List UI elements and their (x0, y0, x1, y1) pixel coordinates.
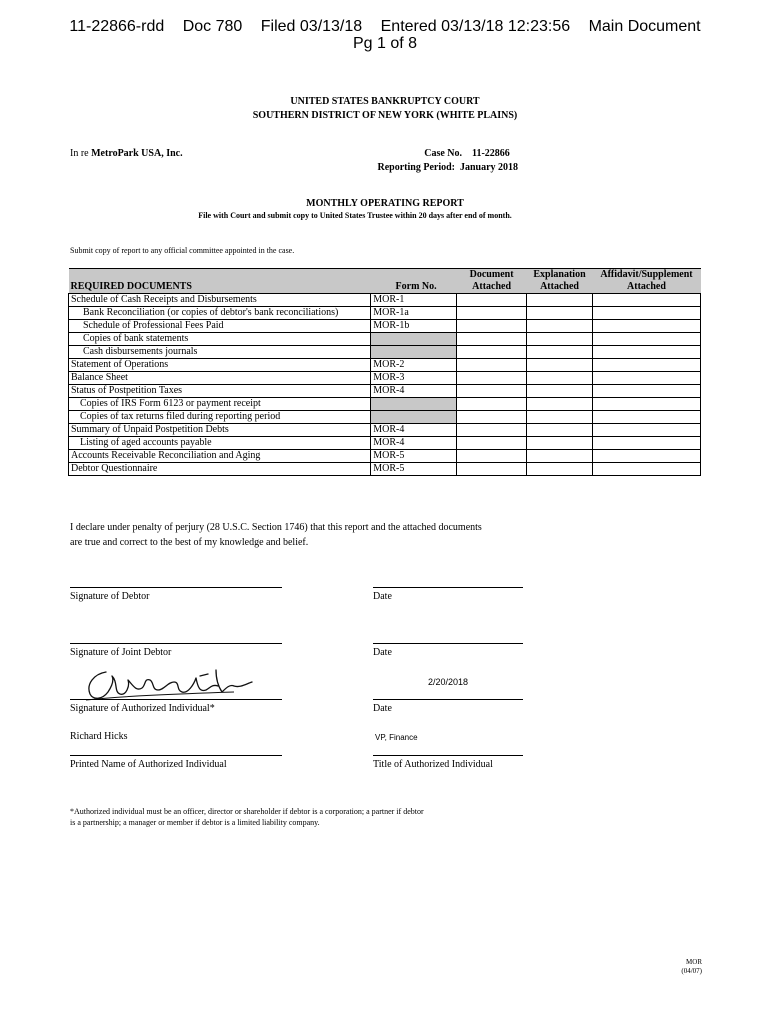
header-blank-1 (69, 269, 371, 282)
document-attached-cell[interactable] (457, 411, 527, 424)
authorized-date-line (373, 699, 523, 700)
joint-debtor-date-line[interactable] (373, 643, 523, 644)
affidavit-attached-cell[interactable] (593, 437, 701, 450)
table-row (69, 424, 701, 437)
row-label: Status of Postpetition Taxes (69, 385, 371, 398)
header-case: 11-22866-rdd (69, 18, 165, 35)
explanation-attached-cell[interactable] (527, 450, 593, 463)
filing-header (0, 18, 770, 35)
table-header-row-1 (69, 269, 701, 282)
affidavit-attached-cell[interactable] (593, 320, 701, 333)
explanation-attached-cell[interactable] (527, 463, 593, 476)
in-re-label: In re (70, 148, 89, 159)
table-row (69, 359, 701, 372)
row-label: Copies of IRS Form 6123 or payment receipt (69, 398, 371, 411)
row-label: Balance Sheet (69, 372, 371, 385)
header-affidavit-attached: Attached (593, 281, 701, 294)
declaration (70, 520, 482, 550)
footer-revision: (04/07) (681, 967, 702, 975)
affidavit-attached-cell[interactable] (593, 294, 701, 307)
document-attached-cell[interactable] (457, 437, 527, 450)
document-attached-cell[interactable] (457, 372, 527, 385)
explanation-attached-cell[interactable] (527, 346, 593, 359)
row-form: MOR-4 (371, 385, 457, 398)
document-attached-cell[interactable] (457, 294, 527, 307)
report-subtitle: File with Court and submit copy to United States Trustee within 20 days after end of month. (198, 211, 512, 220)
table-row (69, 437, 701, 450)
affidavit-attached-cell[interactable] (593, 372, 701, 385)
header-entered: Entered 03/13/18 12:23:56 (380, 18, 571, 35)
row-label: Statement of Operations (69, 359, 371, 372)
header-explanation-attached: Attached (527, 281, 593, 294)
explanation-attached-cell[interactable] (527, 359, 593, 372)
document-attached-cell[interactable] (457, 320, 527, 333)
header-page: Pg 1 of 8 (352, 35, 418, 52)
row-label: Accounts Receivable Reconciliation and Aging (69, 450, 371, 463)
header-blank-2 (371, 269, 457, 282)
document-attached-cell[interactable] (457, 398, 527, 411)
row-label: Copies of bank statements (69, 333, 371, 346)
debtor-date-line[interactable] (373, 587, 523, 588)
document-attached-cell[interactable] (457, 307, 527, 320)
row-form: MOR-1 (371, 294, 457, 307)
committee-note: Submit copy of report to any official committee appointed in the case. (70, 246, 295, 255)
table-row (69, 411, 701, 424)
affidavit-attached-cell[interactable] (593, 333, 701, 346)
row-form: MOR-5 (371, 463, 457, 476)
joint-debtor-signature-label: Signature of Joint Debtor (70, 647, 172, 658)
header-main: Main Document (588, 18, 701, 35)
joint-debtor-date-label: Date (373, 647, 392, 658)
header-filed: Filed 03/13/18 (260, 18, 363, 35)
in-re (70, 148, 183, 159)
affidavit-attached-cell[interactable] (593, 398, 701, 411)
row-label: Schedule of Cash Receipts and Disbursements (69, 294, 371, 307)
printed-name-value[interactable]: Richard Hicks (70, 731, 128, 742)
court-line-1: UNITED STATES BANKRUPTCY COURT (290, 96, 480, 107)
row-form: MOR-5 (371, 450, 457, 463)
table-row (69, 398, 701, 411)
required-documents-table (68, 268, 701, 476)
table-row (69, 307, 701, 320)
affidavit-attached-cell[interactable] (593, 424, 701, 437)
table-row (69, 463, 701, 476)
table-row (69, 333, 701, 346)
explanation-attached-cell[interactable] (527, 333, 593, 346)
explanation-attached-cell[interactable] (527, 424, 593, 437)
header-document: Document (457, 269, 527, 282)
document-attached-cell[interactable] (457, 424, 527, 437)
header-doc: Doc 780 (182, 18, 243, 35)
report-title: MONTHLY OPERATING REPORT (306, 198, 464, 209)
document-attached-cell[interactable] (457, 463, 527, 476)
row-form: MOR-4 (371, 424, 457, 437)
debtor-date-label: Date (373, 591, 392, 602)
page-footer (660, 958, 702, 976)
header-required-documents: REQUIRED DOCUMENTS (69, 281, 371, 294)
explanation-attached-cell[interactable] (527, 437, 593, 450)
row-form: MOR-3 (371, 372, 457, 385)
row-form: MOR-1a (371, 307, 457, 320)
authorized-date-label: Date (373, 703, 392, 714)
row-label: Bank Reconciliation (or copies of debtor's bank reconciliations) (69, 307, 371, 320)
row-form (371, 398, 457, 411)
debtor-signature-line[interactable] (70, 587, 282, 588)
explanation-attached-cell[interactable] (527, 398, 593, 411)
table-row (69, 294, 701, 307)
handwritten-signature (84, 662, 254, 704)
table-header-row-2 (69, 281, 701, 294)
affidavit-attached-cell[interactable] (593, 411, 701, 424)
affidavit-attached-cell[interactable] (593, 385, 701, 398)
footer-form: MOR (686, 958, 702, 966)
table-row (69, 346, 701, 359)
row-form: MOR-1b (371, 320, 457, 333)
explanation-attached-cell[interactable] (527, 372, 593, 385)
document-attached-cell[interactable] (457, 450, 527, 463)
header-form-no: Form No. (371, 281, 457, 294)
row-form: MOR-4 (371, 437, 457, 450)
printed-name-label: Printed Name of Authorized Individual (70, 759, 227, 770)
reporting-period-value: January 2018 (460, 162, 519, 173)
affidavit-attached-cell[interactable] (593, 307, 701, 320)
table-row (69, 385, 701, 398)
footnote-line-1: *Authorized individual must be an officer, director or shareholder if debtor is a corporation; a partner if debtor (70, 807, 424, 816)
row-form (371, 411, 457, 424)
case-no-label: Case No. (424, 148, 462, 159)
header-explanation: Explanation (527, 269, 593, 282)
table-row (69, 372, 701, 385)
court-line-2: SOUTHERN DISTRICT OF NEW YORK (WHITE PLAINS) (252, 110, 518, 121)
affidavit-attached-cell[interactable] (593, 346, 701, 359)
row-label: Schedule of Professional Fees Paid (69, 320, 371, 333)
document-attached-cell[interactable] (457, 385, 527, 398)
row-label: Summary of Unpaid Postpetition Debts (69, 424, 371, 437)
debtor-name: MetroPark USA, Inc. (91, 148, 183, 159)
declaration-line-2: are true and correct to the best of my knowledge and belief. (70, 537, 309, 548)
reporting-period-label: Reporting Period: (377, 162, 455, 173)
explanation-attached-cell[interactable] (527, 294, 593, 307)
authorized-signature-line[interactable] (70, 699, 282, 700)
authorized-date-value[interactable]: 2/20/2018 (427, 677, 469, 687)
title-label: Title of Authorized Individual (373, 759, 493, 770)
document-attached-cell[interactable] (457, 359, 527, 372)
row-form: MOR-2 (371, 359, 457, 372)
row-label: Debtor Questionnaire (69, 463, 371, 476)
authorized-signature-label: Signature of Authorized Individual* (70, 703, 215, 714)
row-form (371, 346, 457, 359)
affidavit-attached-cell[interactable] (593, 450, 701, 463)
header-affidavit: Affidavit/Supplement (593, 269, 701, 282)
footnote (70, 806, 424, 828)
title-value[interactable]: VP, Finance (375, 733, 418, 742)
explanation-attached-cell[interactable] (527, 320, 593, 333)
printed-name-line (70, 755, 282, 756)
title-line (373, 755, 523, 756)
affidavit-attached-cell[interactable] (593, 359, 701, 372)
document-attached-cell[interactable] (457, 346, 527, 359)
table-row (69, 450, 701, 463)
row-label: Listing of aged accounts payable (69, 437, 371, 450)
row-label: Cash disbursements journals (69, 346, 371, 359)
footnote-line-2: is a partnership; a manager or member if debtor is a limited liability company. (70, 818, 320, 827)
row-form (371, 333, 457, 346)
declaration-line-1: I declare under penalty of perjury (28 U.S.C. Section 1746) that this report and the attached documents (70, 522, 482, 533)
table-row (69, 320, 701, 333)
explanation-attached-cell[interactable] (527, 307, 593, 320)
document-attached-cell[interactable] (457, 333, 527, 346)
debtor-signature-label: Signature of Debtor (70, 591, 150, 602)
explanation-attached-cell[interactable] (527, 411, 593, 424)
header-document-attached: Attached (457, 281, 527, 294)
row-label: Copies of tax returns filed during reporting period (69, 411, 371, 424)
explanation-attached-cell[interactable] (527, 385, 593, 398)
affidavit-attached-cell[interactable] (593, 463, 701, 476)
case-no-value: 11-22866 (472, 148, 510, 159)
joint-debtor-signature-line[interactable] (70, 643, 282, 644)
